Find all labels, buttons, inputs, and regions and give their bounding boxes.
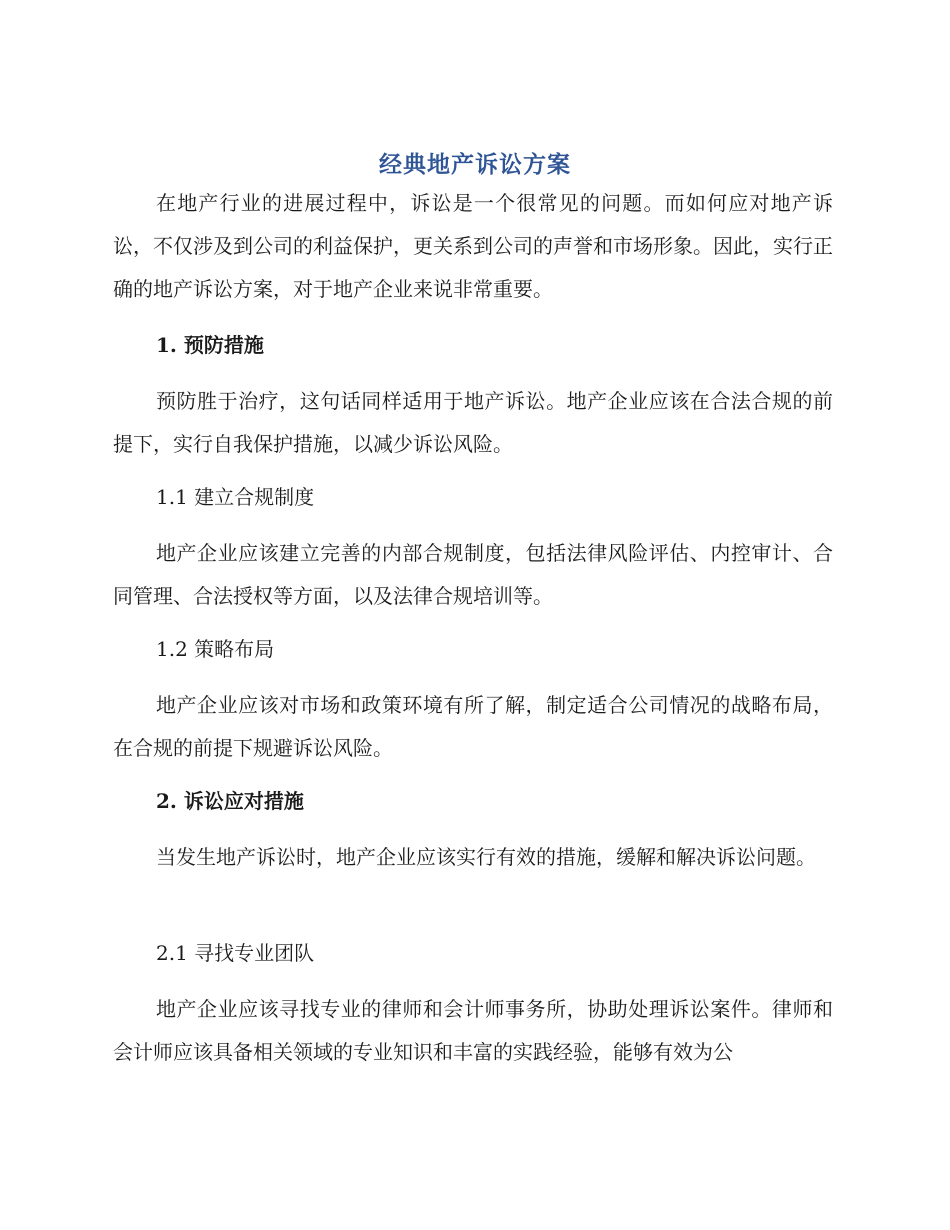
subsection-paragraph-strategy: 地产企业应该对市场和政策环境有所了解，制定适合公司情况的战略布局，在合规的前提下规避诉讼风险。 <box>113 693 833 760</box>
section-heading-prevention: 1. 预防措施 <box>156 333 264 357</box>
section-paragraph-litigation-response: 当发生地产诉讼时，地产企业应该实行有效的措施，缓解和解决诉讼问题。 <box>156 845 816 869</box>
intro-paragraph: 在地产行业的进展过程中，诉讼是一个很常见的问题。而如何应对地产诉讼，不仅涉及到公司的利益保护，更关系到公司的声誉和市场形象。因此，实行正确的地产诉讼方案，对于地产企业来说非常重要。 <box>113 191 833 301</box>
subsection-paragraph-compliance: 地产企业应该建立完善的内部合规制度，包括法律风险评估、内控审计、合同管理、合法授权等方面，以及法律合规培训等。 <box>113 541 833 608</box>
subsection-heading-strategy: 1.2 策略布局 <box>156 637 275 661</box>
section-heading-litigation-response: 2. 诉讼应对措施 <box>156 789 304 813</box>
subsection-paragraph-professional-team: 地产企业应该寻找专业的律师和会计师事务所，协助处理诉讼案件。律师和会计师应该具备相关领域的专业知识和丰富的实践经验，能够有效为公 <box>113 997 833 1064</box>
document-title: 经典地产诉讼方案 <box>379 152 571 178</box>
subsection-heading-compliance: 1.1 建立合规制度 <box>156 485 315 509</box>
section-paragraph-prevention: 预防胜于治疗，这句话同样适用于地产诉讼。地产企业应该在合法合规的前提下，实行自我保护措施，以减少诉讼风险。 <box>113 389 833 456</box>
subsection-heading-professional-team: 2.1 寻找专业团队 <box>156 941 315 965</box>
